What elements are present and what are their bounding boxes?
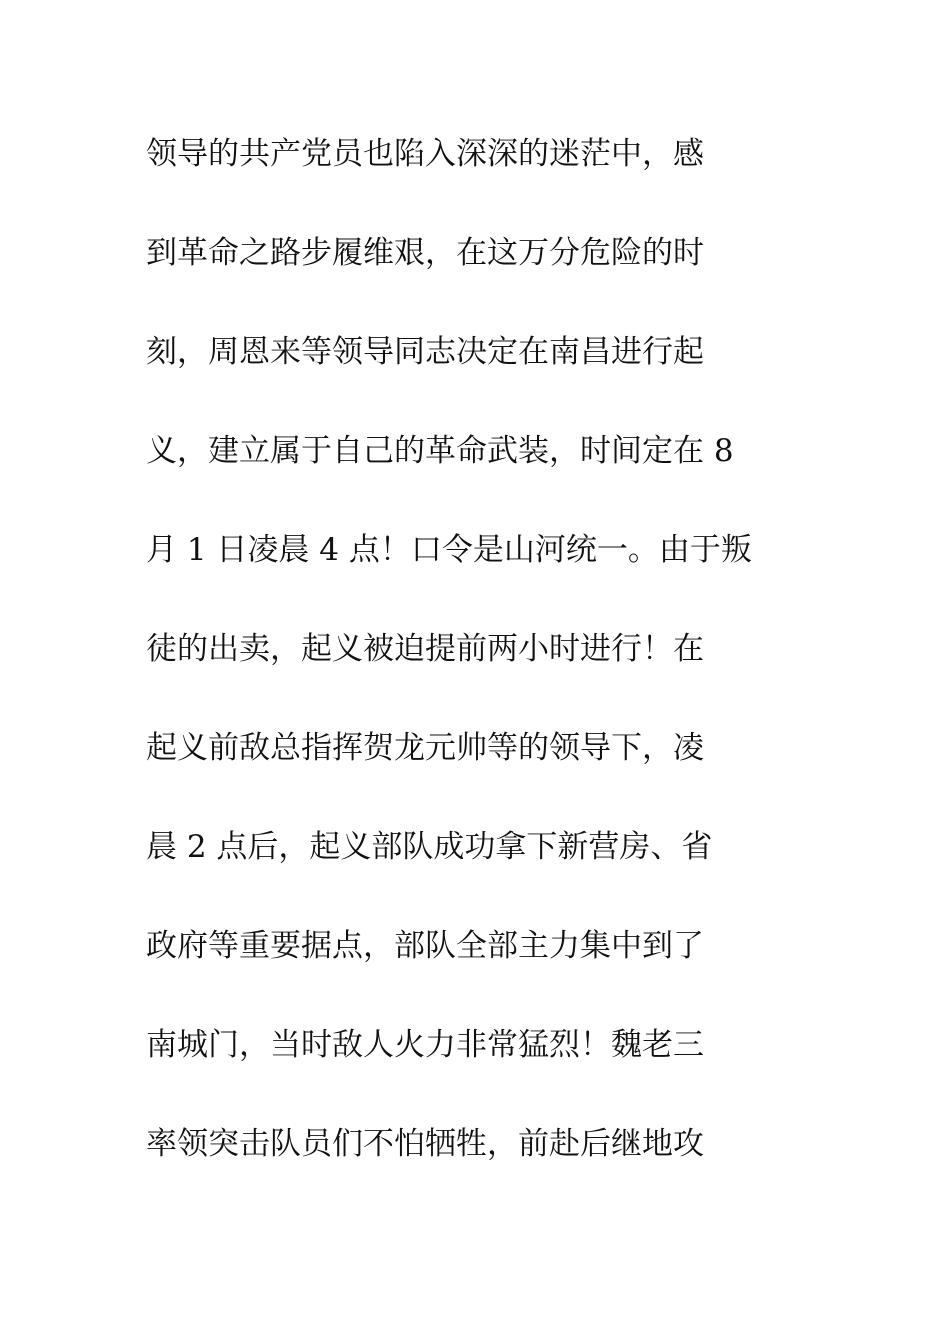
text-line-4: 义，建立属于自己的革命武装，时间定在 8 bbox=[146, 433, 734, 469]
body-paragraph bbox=[146, 128, 846, 1217]
text-line-5: 月 1 日凌晨 4 点！口令是山河统一。由于叛 bbox=[146, 532, 752, 568]
text-line-3: 刻，周恩来等领导同志决定在南昌进行起 bbox=[146, 334, 704, 370]
text-line-1: 领导的共产党员也陷入深深的迷茫中，感 bbox=[146, 136, 704, 172]
text-line-11: 率领突击队员们不怕牺牲，前赴后继地攻 bbox=[146, 1126, 704, 1162]
text-line-8: 晨 2 点后，起义部队成功拿下新营房、省 bbox=[146, 829, 713, 865]
text-line-9: 政府等重要据点，部队全部主力集中到了 bbox=[146, 928, 704, 964]
text-line-10: 南城门，当时敌人火力非常猛烈！魏老三 bbox=[146, 1027, 704, 1063]
text-line-6: 徒的出卖，起义被迫提前两小时进行！在 bbox=[146, 631, 704, 667]
text-line-2: 到革命之路步履维艰，在这万分危险的时 bbox=[146, 235, 704, 271]
text-line-7: 起义前敌总指挥贺龙元帅等的领导下，凌 bbox=[146, 730, 704, 766]
